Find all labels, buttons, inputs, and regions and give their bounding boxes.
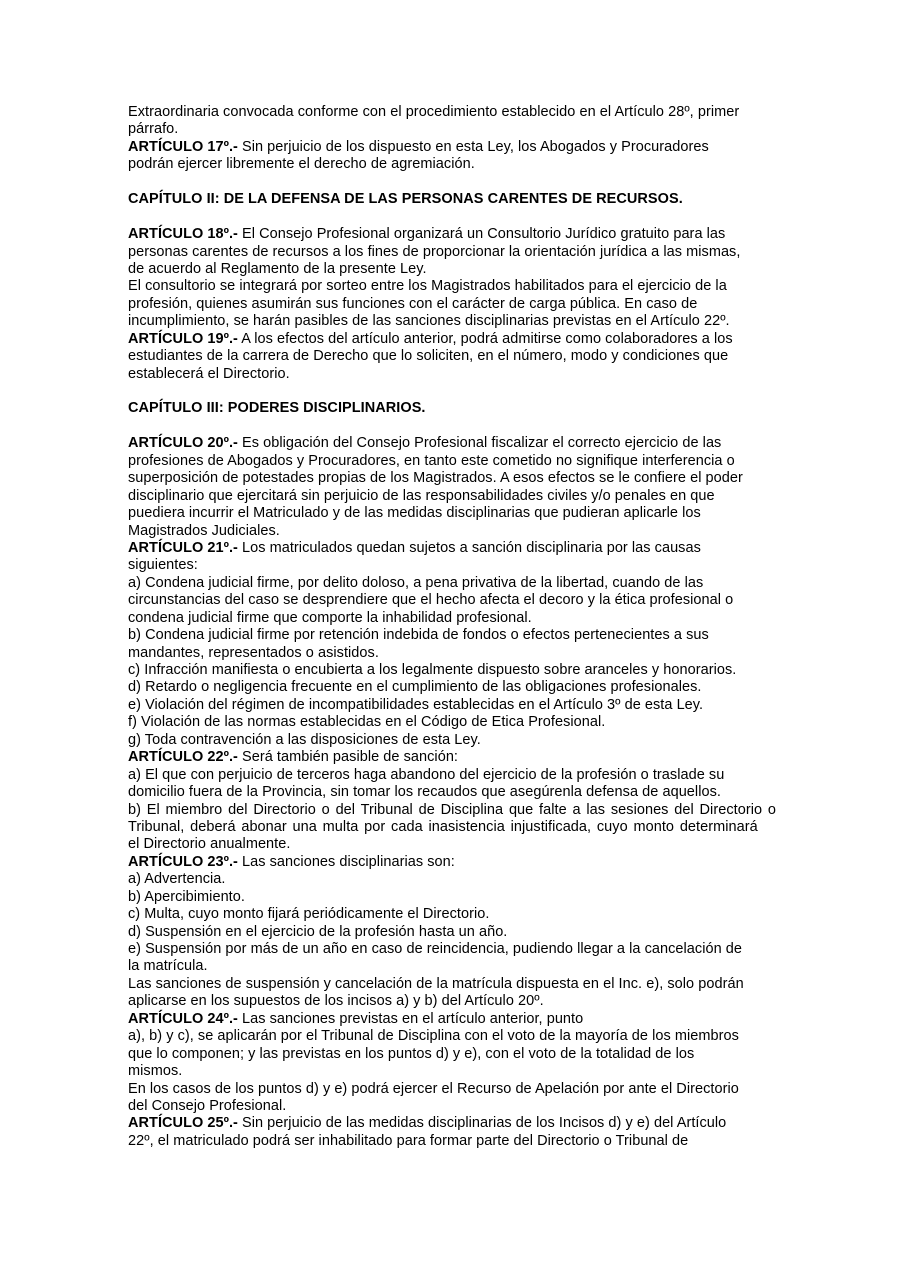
bold-run: ARTÍCULO 24º.-	[128, 1010, 238, 1027]
text-line	[128, 854, 798, 871]
text-run: Será también pasible de sanción:	[237, 749, 459, 766]
text-line	[128, 1046, 798, 1063]
heading-line	[128, 400, 798, 417]
text-run: Magistrados Judiciales.	[128, 522, 280, 539]
text-run: del Consejo Profesional.	[128, 1097, 287, 1114]
text-run: personas carentes de recursos a los fines de proporcionar la orientación jurídica a las mismas,	[128, 243, 741, 260]
bold-run: ARTÍCULO 25º.-	[128, 1115, 238, 1132]
bold-run: ARTÍCULO 17º.-	[128, 138, 238, 155]
bold-run: ARTÍCULO 18º.-	[128, 226, 238, 243]
text-line	[128, 139, 798, 156]
text-run: párrafo.	[128, 121, 179, 138]
text-run: Las sanciones de suspensión y cancelación de la matrícula dispuesta en el Inc. e), solo podrán	[128, 975, 744, 992]
bold-run: ARTÍCULO 20º.-	[128, 435, 238, 452]
text-line	[128, 714, 798, 731]
text-line	[128, 331, 798, 348]
text-run: b) Condena judicial firme por retención indebida de fondos o efectos pertenecientes a sus	[128, 627, 709, 644]
text-run: la matrícula.	[128, 958, 208, 975]
text-run: Los matriculados quedan sujetos a sanción disciplinaria por las causas	[237, 539, 701, 556]
blank-line	[128, 418, 798, 435]
text-line	[128, 1133, 798, 1150]
text-run: Tribunal, deberá abonar una multa por cada inasistencia injustificada, cuyo monto determinará	[128, 818, 758, 835]
bold-run: ARTÍCULO 23º.-	[128, 853, 238, 870]
text-run: podrán ejercer libremente el derecho de agremiación.	[128, 156, 475, 173]
text-run: disciplinario que ejercitará sin perjuicio de las responsabilidades civiles y/o penales en que	[128, 487, 715, 504]
text-line	[128, 453, 798, 470]
heading-line	[128, 191, 798, 208]
text-run: d) Retardo o negligencia frecuente en el cumplimiento de las obligaciones profesionales.	[128, 679, 702, 696]
text-line	[128, 278, 798, 295]
text-line	[128, 819, 798, 836]
text-line	[128, 610, 798, 627]
text-line	[128, 1115, 798, 1132]
text-line	[128, 871, 798, 888]
text-run: Las sanciones disciplinarias son:	[237, 853, 455, 870]
text-run: 22º, el matriculado podrá ser inhabilitado para formar parte del Directorio o Tribunal de	[128, 1132, 689, 1149]
bold-run: ARTÍCULO 19º.-	[128, 330, 238, 347]
text-line	[128, 802, 798, 819]
text-run: puediera incurrir el Matriculado y de las medidas disciplinarias que pudieran aplicarle los	[128, 505, 701, 522]
blank-line	[128, 209, 798, 226]
text-run: condena judicial firme que comporte la inhabilidad profesional.	[128, 609, 532, 626]
document-body	[128, 104, 798, 1150]
text-run: Sin perjuicio de las medidas disciplinarias de los Incisos d) y e) del Artículo	[237, 1115, 727, 1132]
text-run: Es obligación del Consejo Profesional fiscalizar el correcto ejercicio de las	[237, 435, 722, 452]
text-run: Las sanciones previstas en el artículo anterior, punto	[237, 1010, 584, 1027]
text-line	[128, 784, 798, 801]
text-run: superposición de potestades propias de los Magistrados. A esos efectos se le confiere el poder	[128, 470, 743, 487]
text-line	[128, 244, 798, 261]
text-run: establecerá el Directorio.	[128, 365, 290, 382]
text-line	[128, 1028, 798, 1045]
text-line	[128, 679, 798, 696]
text-run: domicilio fuera de la Provincia, sin tomar los recaudos que asegúrenla defensa de aquellos.	[128, 784, 721, 801]
text-line	[128, 313, 798, 330]
text-line	[128, 435, 798, 452]
blank-line	[128, 174, 798, 191]
text-run: el Directorio anualmente.	[128, 836, 291, 853]
text-line	[128, 575, 798, 592]
text-line	[128, 1063, 798, 1080]
text-line	[128, 540, 798, 557]
text-run: a), b) y c), se aplicarán por el Tribunal de Disciplina con el voto de la mayoría de los miembros	[128, 1028, 739, 1045]
text-run: c) Infracción manifiesta o encubierta a los legalmente dispuesto sobre aranceles y honorarios.	[128, 662, 737, 678]
text-run: a) Condena judicial firme, por delito doloso, a pena privativa de la libertad, cuando de las	[128, 574, 704, 591]
text-line	[128, 662, 798, 679]
text-line	[128, 941, 798, 958]
text-line	[128, 296, 798, 313]
text-line	[128, 732, 798, 749]
text-run: e) Violación del régimen de incompatibilidades establecidas en el Artículo 3º de esta Ley.	[128, 696, 704, 713]
text-line	[128, 993, 798, 1010]
text-run: a) El que con perjuicio de terceros haga abandono del ejercicio de la profesión o traslade su	[128, 766, 725, 783]
text-line	[128, 156, 798, 173]
text-line	[128, 836, 798, 853]
text-line	[128, 488, 798, 505]
text-run: Sin perjuicio de los dispuesto en esta Ley, los Abogados y Procuradores	[237, 138, 709, 155]
text-run: El Consejo Profesional organizará un Consultorio Jurídico gratuito para las	[237, 226, 726, 243]
text-line	[128, 366, 798, 383]
text-line	[128, 121, 798, 138]
text-line	[128, 627, 798, 644]
text-run: f) Violación de las normas establecidas en el Código de Etica Profesional.	[128, 714, 606, 731]
text-run: aplicarse en los supuestos de los incisos a) y b) del Artículo 20º.	[128, 993, 544, 1010]
text-run: g) Toda contravención a las disposiciones de esta Ley.	[128, 731, 481, 748]
text-run: siguientes:	[128, 557, 198, 574]
text-line	[128, 261, 798, 278]
text-line	[128, 889, 798, 906]
bold-run: ARTÍCULO 21º.-	[128, 539, 238, 556]
text-run: circunstancias del caso se desprendiere que el hecho afecta el decoro y la ética profesional o	[128, 592, 734, 609]
text-line	[128, 226, 798, 243]
text-line	[128, 749, 798, 766]
bold-run: CAPÍTULO III: PODERES DISCIPLINARIOS.	[128, 400, 426, 417]
text-line	[128, 557, 798, 574]
text-run: mandantes, representados o asistidos.	[128, 644, 379, 661]
text-line	[128, 697, 798, 714]
text-line	[128, 958, 798, 975]
text-line	[128, 523, 798, 540]
text-run: En los casos de los puntos d) y e) podrá ejercer el Recurso de Apelación por ante el Directorio	[128, 1080, 739, 1097]
text-run: b) El miembro del Directorio o del Tribunal de Disciplina que falte a las sesiones del Directorio o	[128, 801, 776, 818]
text-run: A los efectos del artículo anterior, podrá admitirse como colaboradores a los	[237, 330, 733, 347]
text-line	[128, 1011, 798, 1028]
text-line	[128, 348, 798, 365]
text-run: d) Suspensión en el ejercicio de la profesión hasta un año.	[128, 923, 508, 940]
bold-run: CAPÍTULO II: DE LA DEFENSA DE LAS PERSONAS CARENTES DE RECURSOS.	[128, 191, 683, 208]
text-line	[128, 767, 798, 784]
text-line	[128, 592, 798, 609]
text-run: profesiones de Abogados y Procuradores, en tanto este cometido no signifique interferencia o	[128, 452, 735, 469]
text-run: El consultorio se integrará por sorteo entre los Magistrados habilitados para el ejercicio de la	[128, 278, 727, 295]
text-run: mismos.	[128, 1063, 183, 1080]
text-line	[128, 1098, 798, 1115]
text-line	[128, 976, 798, 993]
text-line	[128, 645, 798, 662]
text-run: que lo componen; y las previstas en los puntos d) y e), con el voto de la totalidad de los	[128, 1045, 695, 1062]
text-line	[128, 924, 798, 941]
bold-run: ARTÍCULO 22º.-	[128, 749, 238, 766]
text-run: de acuerdo al Reglamento de la presente Ley.	[128, 260, 427, 277]
text-run: incumplimiento, se harán pasibles de las sanciones disciplinarias previstas en el Artículo 22º.	[128, 313, 730, 330]
blank-line	[128, 383, 798, 400]
text-line	[128, 470, 798, 487]
text-run: profesión, quienes asumirán sus funciones con el carácter de carga pública. En caso de	[128, 295, 698, 312]
text-line	[128, 1081, 798, 1098]
text-line	[128, 104, 798, 121]
text-run: c) Multa, cuyo monto fijará periódicamente el Directorio.	[128, 906, 490, 923]
text-run: estudiantes de la carrera de Derecho que lo soliciten, en el número, modo y condiciones que	[128, 348, 729, 365]
text-run: Extraordinaria convocada conforme con el procedimiento establecido en el Artículo 28º, primer	[128, 104, 740, 120]
text-run: e) Suspensión por más de un año en caso de reincidencia, pudiendo llegar a la cancelación de	[128, 941, 743, 957]
text-line	[128, 906, 798, 923]
text-run: a) Advertencia.	[128, 871, 226, 888]
text-run: b) Apercibimiento.	[128, 888, 245, 905]
text-line	[128, 505, 798, 522]
